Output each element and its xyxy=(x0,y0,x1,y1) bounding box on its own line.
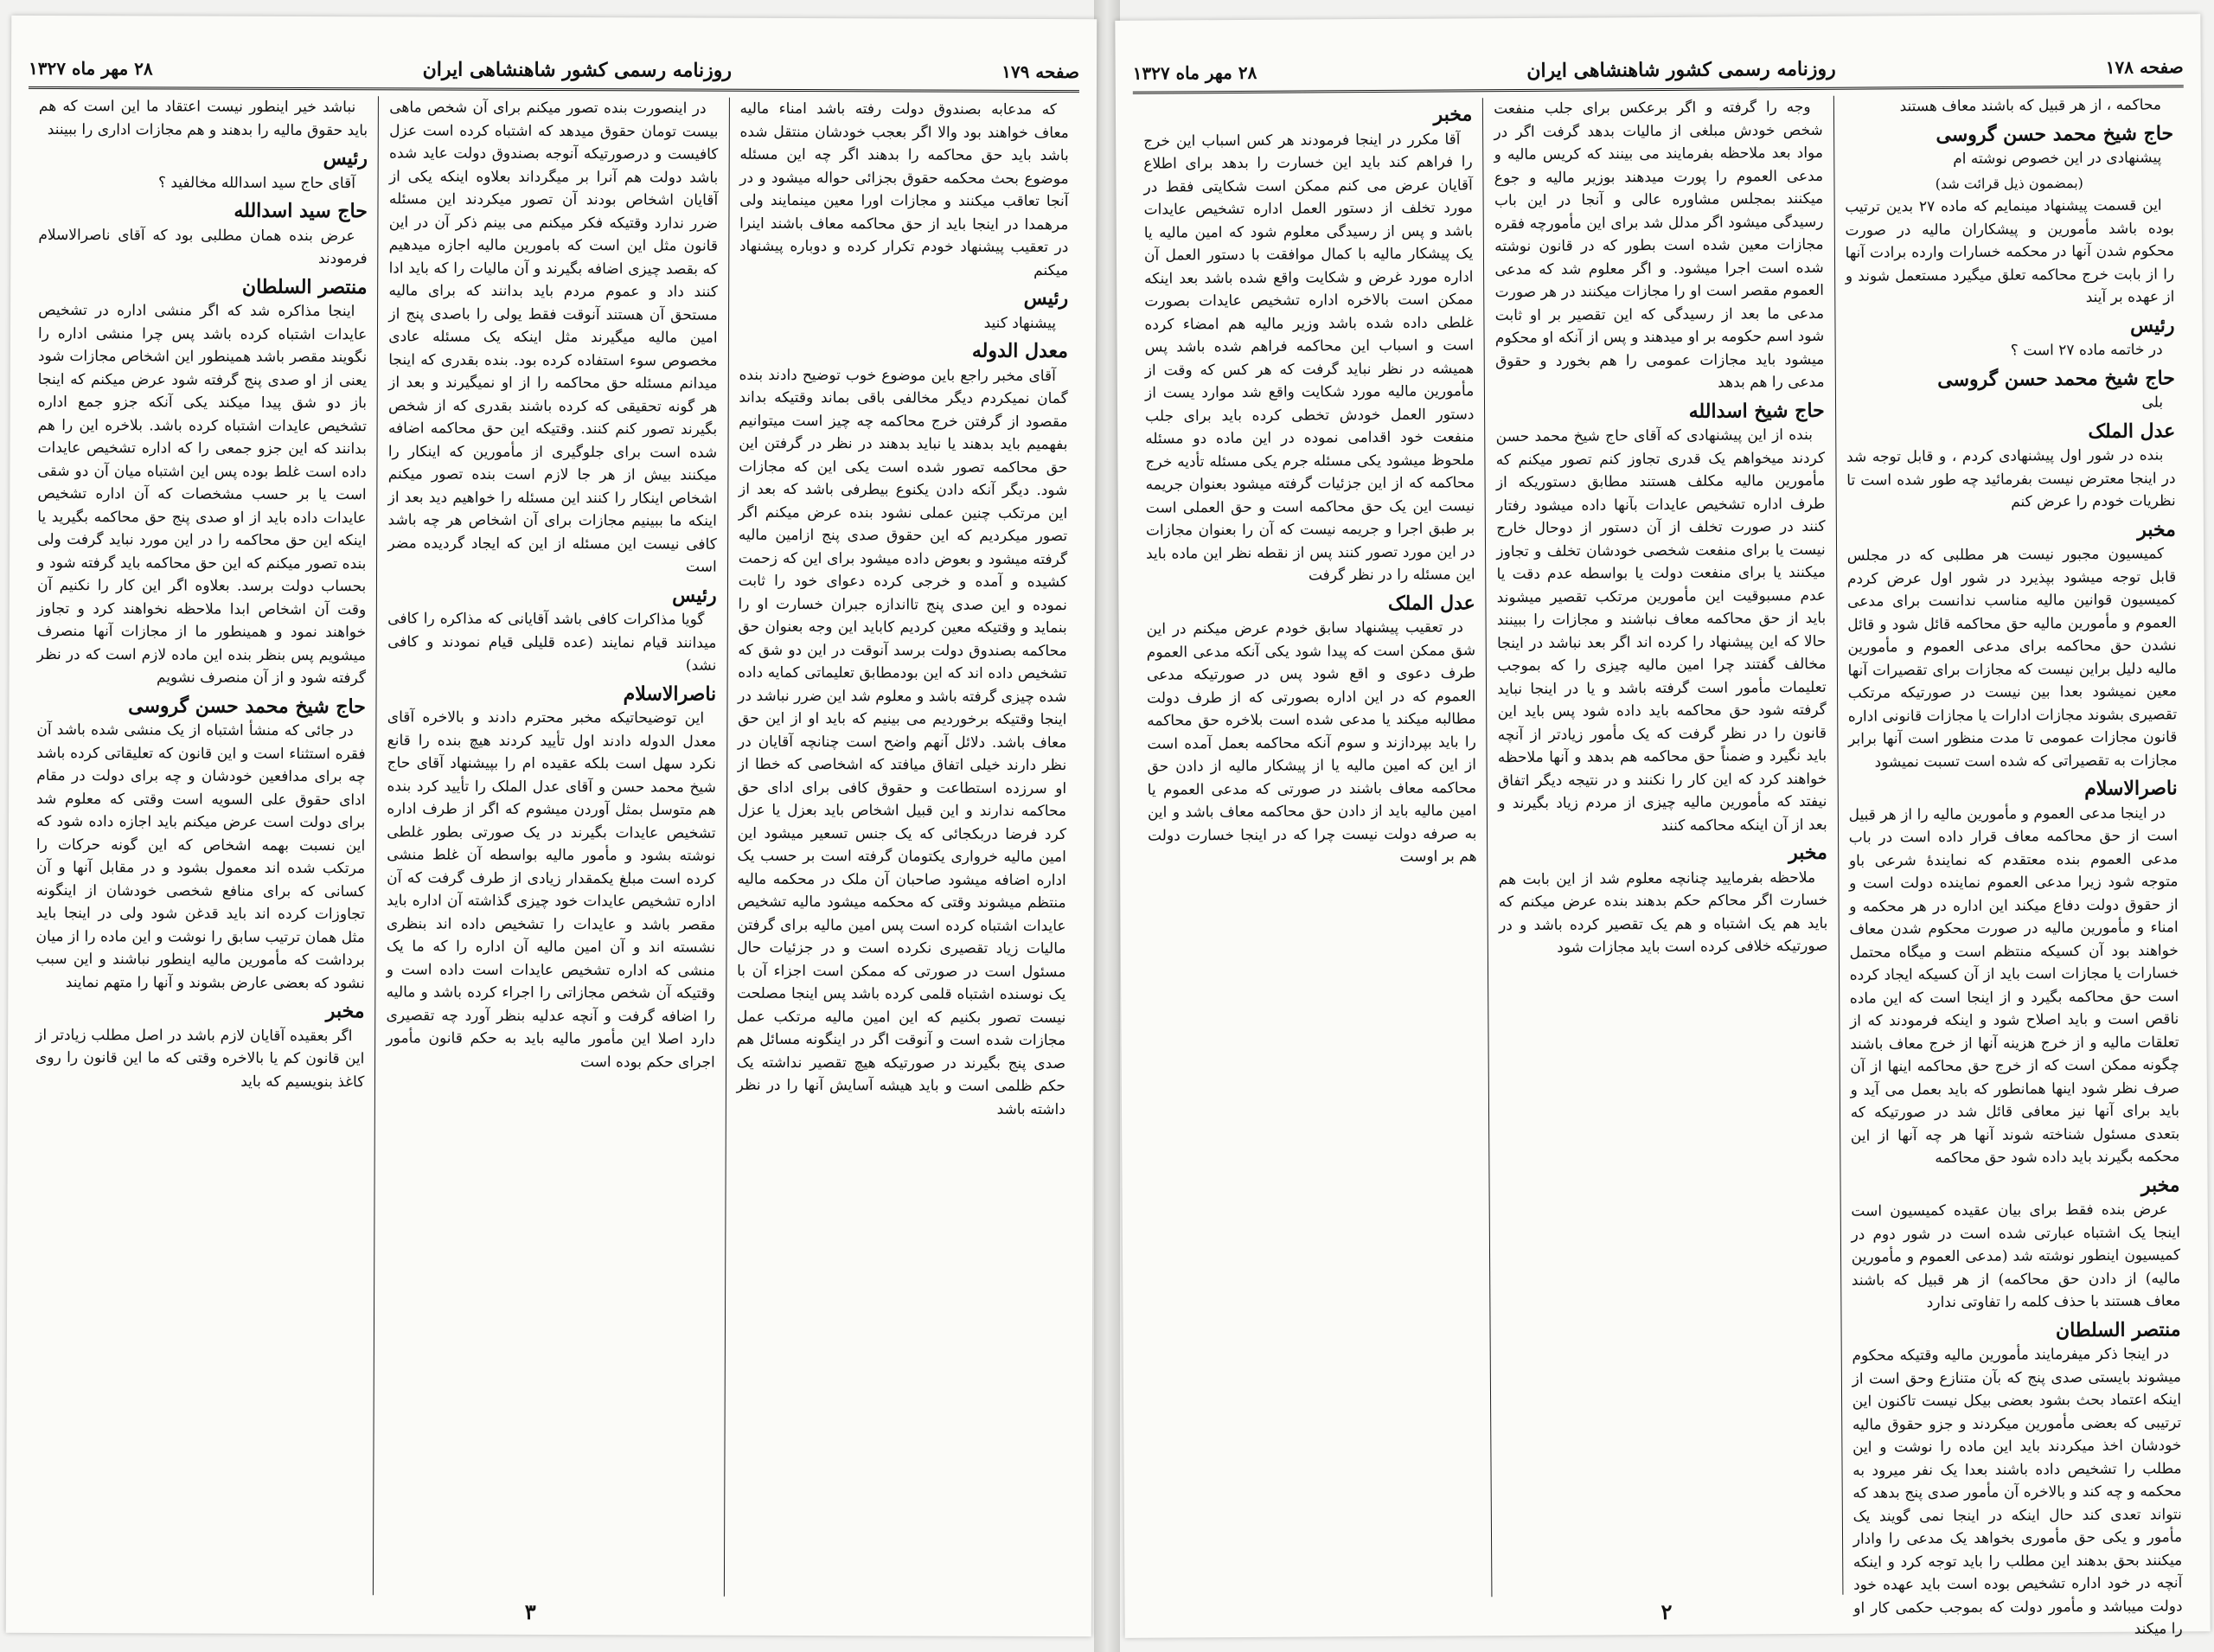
newspaper-title: روزنامه رسمی کشور شاهنشاهی ایران xyxy=(422,58,733,82)
speaker-name: مخبر xyxy=(325,1000,365,1023)
paragraph: عرض بنده فقط برای بیان عقیده کمیسیون است اینجا یک اشتباه عبارتی شده است در شور دوم در کمیسیون اینطور نوشته شد (مدعی العموم و مأمورین مالیه) از دادن حق محاکمه) از هر قبیل که باشند معاف هستند با حذف کلمه را تفاوتی ندارد xyxy=(1851,1201,2181,1312)
paragraph: پیشنهاد کنید xyxy=(983,314,1057,332)
speaker-name: حاج شیخ اسدالله xyxy=(1688,399,1825,423)
paragraph: که مدعابه بصندوق دولت رفته باشد امناء مالیه معاف خواهند بود والا اگر بعجب خودشان منتقل شده باشد باید حق محاکمه را بدهند اگر چه این مسئله موضوع بحث محکمه حقوق بجزائی حواله میشود و در آنجا تعاقب میکنند و مجازات اورا معین مینمایند ولی مرهمدا در اینجا باید از حق محاکمه معاف باشند اینرا در تعقیب پیشنهاد خودم تکرار کرده و دوباره پیشنهاد میکنم xyxy=(739,99,1069,279)
paragraph: در اینجا ذکر میفرمایند مأمورین مالیه وقتیکه محکوم میشوند بایستی صدی پنج که بآن متنازع وحق است از اینکه اعتماد بحث بشود بعضی بیکل نیست تاکنون این ترتیبی که بعضی مأمورین میکردند و جزو حقوق مالیه خودشان اخذ میکردند باید این ماده را نوشت و این مطلب را تشخیص داده باشند بعدا یک نفر میرود به محکمه و چه کند و بالاخره آن مأمور صدی پنج بدهد که نتواند تعدی کند حال اینکه در اینجا نمی گویند یک مأمور و یکی حق مأموری بخواهد یک مدعی را وادار میکنند بحق بدهند این مطلب را باید توجه کرد و اینکه آنچه در خود اداره تشخیص بوده است باید عهده خود دولت میباشد و مأمور دولت که بموجب حکمی کار او را میکند xyxy=(1852,1345,2183,1638)
speaker-name: حاج سید اسدالله xyxy=(234,199,368,223)
paragraph: پیشنهادی در این خصوص نوشته ام xyxy=(1953,149,2162,168)
paragraph: در اینصورت بنده تصور میکنم برای آن شخص ماهی بیست تومان حقوق میدهد که اشتباه کرده است عزل کافیست و درصورتیکه آنوجه بصندوق دولت عاید شده باشد دولت هم آنرا بر میگرداند بعلاوه اینکه یکی از آقایان اشخاص بودند آن تصور میکردند این مسئله ضرر ندارد وقتیکه فکر میکنم می بینم ذکر آن در این قانون مثل این است که بامورین مالیه اجازه میدهیم که بقصد چیزی اضافه بگیرند و آن مالیات را که باید ادا کنند داد و عموم مردم باید بدانند که برای مالیه مستحق آن هستند آنوقت فقط یولی را باصدی پنج از امین مالیه میگیرند مثل اینکه یک مسئله عادی مخصوص سوء استفاده کرده بود. بنده بقدری که اینجا میدانم مسئله حق محاکمه را از او نمیگیرند و بعد از هر گونه تحقیقی که کرده باشند بقدری که از شخص بگیرند تصور کنم کنند. وقتیکه این حق محاکمه اضافه شده است برای جلوگیری از مأمورین که اینکار را میکنند بیش از هر جا لازم است بنده تصور میکنم اشخاص اینکار را کنند این مسئله را خواهیم دید بعد از اینکه ما ببینیم مجازات برای آن اشخاص هر چه باشد کافی نیست این مسئله از این که ایجاد گردیده مضر است xyxy=(387,99,719,576)
page-header xyxy=(29,50,1079,93)
speaker-name: مخبر xyxy=(2140,1173,2180,1197)
paragraph: گویا مذاکرات کافی باشد آقایانی که مذاکره را کافی میدانند قیام نمایند (عده قلیلی قیام نمودند و کافی نشد) xyxy=(387,610,717,675)
speaker-name: رئیس xyxy=(323,147,368,170)
column-1 xyxy=(724,98,1079,1598)
issue-date: ۲۸ مهر ماه ۱۳۲۷ xyxy=(1132,61,1257,84)
column-2 xyxy=(1482,96,1842,1597)
paragraph: آقای مخبر راجع باین موضوع خوب توضیح دادند بنده گمان نمیکردم دیگر مخالفی باقی بماند وقتیکه بداند مقصود از گرفتن خرج محاکمه چه چیز است میتوانیم بفهمیم باید بدهند یا نباید بدهند در نظر در گرفتن این حق محاکمه تصور شده است یکی این که مجازات شود. دیگر آنکه دادن یکنوع بیطرفی باشد که بعد از این مرتکب چنین عملی نشود بنده عرض میکنم اگر تصور میکردیم که این حقوق صدی پنج ازامین مالیه گرفته میشود و بعوض داده میشود برای این که زحمت کشیده و آمده و خرجی کرده دعوای خود را ثابت نموده و این صدی پنج تااندازه جبران خسارت او را بنماید و وقتیکه معین کردیم کاباید این وجه بعنوان حق محاکمه بصندوق دولت برسد آنوقت در این دو شق که تشخیص داده اند که این بودمطابق تعلیماتی کمایه داده شده چیزی گرفته باشد و معلوم شد این ضرر نباشد در اینجا وقتیکه برخوردیم می بینیم که باید او از این حق معاف باشد. دلائل آنهم واضح است چنانچه آقایان در نظر دارند خیلی اتفاق میافتد که اشخاصی که خطا از او سرزده استطاعت و حقوق کافی برای ادای حق محاکمه ندارند و این قبیل اشخاص باید بعزل یا عزل کرد فرضا دربکجائی که یک جنس تسعیر میشود این امین مالیه خرواری یکتومان گرفته است بر حسب یک اداره اضافه میشود صاحبان آن ملک در محکمه مالیه منتظم میشوند وقتی که محکمه میشود مالیه تشخیص عایدات اشتباه کرده است پس امین مالیه برای گرفتن مالیات زیاد تقصیری نکرده است و در جزئیات حال مسئول است در صورتی که ممکن است اجزاء آن با یک نوسنده اشتباه قلمی کرده باشد پس اینجا مصلحت نیست تصور بکنیم که این امین مالیه مرتکب عمل مجازات شده است و آنوقت اگر در اینگونه مسائل هم صدی پنج بگیرند در صورتیکه هیچ تقصیر نداشته یک حکم ظلمی است و باید هیشه آسایش آنها را در نظر داشته باشد xyxy=(736,366,1068,1118)
paragraph: در جائی که منشأ اشتباه از یک منشی شده باشد آن فقره استثناء است و این قانون که تعلیقاتی کرده باشد چه برای مدافعین خودشان و چه برای دولت در مقام ادای حقوق علی السویه است وقتی که معلوم شد برای دولت است عرض میکنم باید اجازه داده شود که این نسبت بهمه اشخاص که این گونه حرکات را مرتکب شده اند معمول بشود و در مقابل آنها و آن کسانی که برای منافع شخصی خودشان از اینگونه تجاوزات کرده اند باید قدغن شود ولی در اینجا باید مثل همان ترتیب سابق را نوشت و این ماده را از میان برداشت که مأمورین مالیه اینطور نباشند و این سبب نشود که بعضی عارض بشوند و آنها را متهم نمایند xyxy=(35,720,366,992)
page-header xyxy=(1133,48,2184,93)
paragraph: نباشد خیر اینطور نیست اعتقاد ما این است که هم باید حقوق مالیه را بدهند و هم مجازات اداری را ببینند xyxy=(38,97,368,139)
speaker-name: معدل الدوله xyxy=(971,339,1068,363)
speaker-name: عدل الملک xyxy=(1387,591,1475,615)
paragraph: اینجا مذاکره شد که اگر منشی اداره در تشخیص عایدات اشتباه کرده باشد پس چرا منشی اداره را نگویند مقصر باشد همینطور این اشخاص مجازات شود یعنی از او صدی پنج گرفته شود عرض میکنم که اینجا باز دو شق پیدا میکند یکی آنکه جزو جمع اداره تشخیص عایدات اشتباه کرده باشد. بلاخره این را هم بدانند که این جزو جمعی را که اداره تشخیص عایدات داده است غلط بوده پس این اشتباه میان آن دو شقی است یا بر حسب مشخصات که آن اداره تشخیص عایدات داده باید از او صدی پنج حق محاکمه بگیرید یا اینکه این حق محاکمه را در این مورد نباید گرفت ولی بنده تصور میکنم که این حق محاکمه باید گرفته شود و بحساب دولت برسد. بعلاوه اگر این کار را نکنیم آن وقت آن اشخاص ابدا ملاحظه نخواهند کرد و تجاوز خواهند نمود و همینطور ما از مجازات آنها منصرف میشویم پس بنظر بنده این ماده لازم است که در نظر گرفته شود و از آن منصرف نشویم xyxy=(36,301,368,688)
paragraph: بنده در شور اول پیشنهادی کردم ، و قابل توجه شد در اینجا معترض نیست بفرمائید چه طور شده است تا نظریات خودم را عرض کنم xyxy=(1846,446,2176,511)
speaker-name: عدل الملک xyxy=(2088,419,2176,443)
speaker-name: حاج شیخ محمد حسن گروسی xyxy=(1937,366,2175,391)
page-179 xyxy=(6,16,1097,1636)
speaker-name: حاج شیخ محمد حسن گروسی xyxy=(1936,121,2174,146)
page-label: صفحه ۱۷۹ xyxy=(1001,61,1080,83)
paragraph: در خاتمه ماده ۲۷ است ؟ xyxy=(2010,341,2163,360)
paragraph: وجه را گرفته و اگر برعکس برای جلب منفعت شخص خودش مبلغی از مالیات بدهد گرفت اگر در مواد بعد ملاحظه بفرمایند می بینند که کریس مالیه و مدعی العموم را پورت میدهند بوزیر مالیه و جوع میکنند بمجلس مشاوره عالی و آنجا در این باب رسیدگی میشود اگر مدلل شد برای این مأمورچه فقره مجازات معین شده است بطور که در قانون نوشته شده است اجرا میشود. و اگر معلوم شد که مدعی العموم مقصر است او را مجازات میکنند در هر صورت مدعی ما بعد از رسیدگی که این تقصیر بر او ثابت شود اسم حکومه بر او میدهند و پس از آنکه او محکوم میشود باید مجازات عمومی را هم بخورد و حقوق مدعی را هم بدهد xyxy=(1494,98,1825,392)
speaker-name: منتصر السلطان xyxy=(241,275,368,298)
paragraph: در اینجا مدعی العموم و مأمورین مالیه را از هر قبیل است از حق محاکمه معاف قرار داده است در باب مدعی العموم بنده معتقدم که نمایندهٔ شرعی باو متوجه شود زیرا مدعی العموم نماینده دولت است و از حقوق دولت دفاع میکند این اداره در هر محکمه و امناء و مأمورین مالیه در صورت محکوم شدن معاف خواهند بود آن کسیکه منتظم است و میگاه محتمل خسارات یا مجازات است باید از آن کسیکه ایجاد کرده است حق محاکمه بگیرد و از اینجا است که این ماده ناقص است و باید اصلاح شود و اینکه فرمودند که از تعلقات مالیه و از خرج هزینه آنها از خرج معاف باشند چگونه ممکن است که از خرج حق محاکمه اینها از آن صرف نظر شود اینها همانطور که باید بعمل می آید و باید برای آنها نیز معافی قائل شد در صورتیکه که بتعدی مسئول شناخته شوند آنها هر چه آنها از این محکمه بگیرند باید داده شود حق محاکمه xyxy=(1848,804,2180,1168)
paragraph: در تعقیب پیشنهاد سابق خودم عرض میکنم در این شق ممکن است که پیدا شود یکی آنکه مدعی العموم طرف دعوی و اقع شود پس در صورتیکه مدعی العموم که در این اداره بصورتی که از طرف دولت مطالبه میکند یا مدعی شده است بلاخره حق محاکمه را باید بپردازند و سوم آنکه محاکمه بعمل آمده است از این که امین مالیه یا از پیشکار مالیه از دادن حق محاکمه معاف باشند در صورتی که مدعی العموم یا امین مالیه باید از دادن حق محاکمه معاف باشد و این به صرفه دولت نیست چرا که در اینجا خسارت دولت هم بر اوست xyxy=(1146,618,1477,866)
page-number: ۲ xyxy=(1660,1598,1673,1625)
paragraph: این توضیحاتیکه مخبر محترم دادند و بالاخره آقای معدل الدوله دادند اول تأیید کردند هیچ بنده را قانع نکرد سهل است بلکه عقیده ام را بپیشنهاد آقای حاج شیخ محمد حسن و آقای عدل الملک را تأیید کرد بنده هم متوسل بمثل آوردن میشوم که اگر از طرف اداره تشخیص عایدات بگیرند در یک صورتی بطور غلطی نوشته بشود و مأمور مالیه بواسطه آن غلط منشی کرده است مبلغ یکمقدار زیادی از طرف گرفت که آن اداره تشخیص عایدات خود چیزی گذاشته آن اداره باید مقصر باشد و عایدات را تشخیص داده اند بنظری نشسته اند و آن امین مالیه آن اداره را که ما یک منشی که اداره تشخیص عایدات است داده است و وقتیکه آن شخص مجازاتی را اجراء کرده باشد و مالیه را اضافه گرفت و آنچه عدلیه بنظر آورد چه تقصیری دارد اصلا این مأمور مالیه باید به حکم قانون مأمور اجرای حکم بوده است xyxy=(386,708,717,1072)
paragraph: بلی xyxy=(2141,394,2164,412)
page-label: صفحه ۱۷۸ xyxy=(2105,56,2184,78)
column-3 xyxy=(23,95,378,1595)
text-columns xyxy=(23,95,1079,1598)
speaker-name: مخبر xyxy=(2137,517,2176,541)
page-number: ۳ xyxy=(524,1598,536,1624)
paragraph: ملاحظه بفرمایید چنانچه معلوم شد از این بابت هم خسارت اگر محاکم حکم بدهند بنده عرض میکنم که باید هم یک اشتباه و هم یک تقصیر کرده باشد و در صورتیکه خلافی کرده است باید مجازات شود xyxy=(1498,868,1828,957)
speaker-name: رئیس xyxy=(1023,286,1069,311)
column-1 xyxy=(1833,93,2193,1638)
speaker-name: مخبر xyxy=(1433,103,1473,126)
newspaper-title: روزنامه رسمی کشور شاهنشاهی ایران xyxy=(1526,57,1836,82)
paragraph: آقا مکرر در اینجا فرمودند هر کس اسباب این خرج را فراهم کند باید این خسارت را بدهد برای اطلاع آقایان عرض می کنم ممکن است شکایتی فقط در مورد تخلف از دستور العمل اداره تشخیص عایدات باشد و پس از رسیدگی معلوم شود که امین مالیه یا یک پیشکار مالیه با کمال موافقت با دستور العمل آن اداره مورد غرض و شکایت واقع شده باشد بعد اینکه ممکن است بالاخره اداره تشخیص عایدات بصورت غلطی داده شده باشد وزیر مالیه هم امضاء کرده است و اسباب این محاکمه فراهم شده باشد پس همیشه در نظر نباید گرفت که هر کس که وقت از مأمورین مالیه مورد شکایت واقع شد موارد یست از دستور العمل خودش تخطی کرده باید برای جلب منفعت خود اقدامی نموده در این ماده دو مسئله ملحوظ میشود یکی مسئله جرم یکی مسئله تأدیه خرج محاکمه که از این جزئیات گرفته میشود بعنوان جریمه نیست این یک حق محاکمه است و حق العملی است بر طبق اجرا و جریمه نیست که آن را بعنوان مجازات در این مورد تصور کنند پس از نقطه نظر این ماده باید این مسئله را در نظر گرفت xyxy=(1143,130,1475,585)
paragraph: آقای حاج سید اسدالله مخالفید ؟ xyxy=(157,173,355,192)
speaker-name: ناصرالاسلام xyxy=(623,682,717,706)
speaker-name: ناصرالاسلام xyxy=(2084,777,2178,801)
paragraph: کمیسیون مجبور نیست هر مطلبی که در مجلس قابل توجه میشود بپذیرد در شور اول عرض کردم کمیسیون قوانین مالیه مناسب ندانست برای مدعی العموم و مأمورین مالیه حق محاکمه قائل شود و قائل نشدن حق محاکمه برای مدعی العموم و مأمورین مالیه دلیل براین نیست که مجازات برای تقصیرات آنها معین نمیشود بعدا بین نیست در صورتیکه مرتکب تقصیری بشوند مجازات ادارات یا مجازات قانونی اداره قانون مجازات عمومی تا مدت منظور است آنها برابر مجازات به تقصیراتی که شده است تسبت نمیشود xyxy=(1846,545,2178,772)
paragraph: محاکمه ، از هر قبیل که باشند معاف هستند xyxy=(1899,96,2161,116)
page-178 xyxy=(1115,14,2210,1638)
editorial-note: (بمضمون ذیل قرائت شد) xyxy=(1935,174,2083,192)
speaker-name: رئیس xyxy=(672,583,717,607)
speaker-name: مخبر xyxy=(1788,841,1827,865)
speaker-name: رئیس xyxy=(2129,313,2175,337)
paragraph: این قسمت پیشنهاد مینمایم که ماده ۲۷ بدین ترتیب بوده باشد مأمورین و پیشکاران مالیه در صورت محکوم شدن آنها در محکمه خسارات وارده برادت آنها را از بابت خرج محاکمه تعلق میگیرد مستعمل شوند و از عهده بر آیند xyxy=(1845,196,2175,307)
issue-date: ۲۸ مهر ماه ۱۳۲۷ xyxy=(29,57,153,80)
speaker-name: منتصر السلطان xyxy=(2055,1317,2181,1341)
paragraph: اگر بعقیده آقایان لازم باشد در اصل مطلب زیادتر از این قانون کم یا بالاخره وقتی که ما این قانون را روی کاغذ بنویسیم که باید xyxy=(35,1026,365,1091)
speaker-name: حاج شیخ محمد حسن گروسی xyxy=(128,694,366,718)
column-3 xyxy=(1133,98,1492,1598)
column-2 xyxy=(373,96,728,1596)
text-columns xyxy=(1133,93,2193,1638)
paragraph: عرض بنده همان مطلبی بود که آقای ناصرالاسلام فرمودند xyxy=(38,226,368,268)
paragraph: بنده از این پیشنهادی که آقای حاج شیخ محمد حسن کردند میخواهم یک قدری تجاوز کنم تصور میکنم که مأمورین مالیه مکلف هستند مطابق دستوریکه از طرف اداره تشخیص عایدات بآنها داده میشود رفتار کنند در صورت تخلف از آن دستور از دوحال خارج نیست یا برای منفعت شخصی خودشان تخلف و تجاوز میکنند یا برای منفعت دولت یا بواسطه عدم دقت یا عدم مسبوقیت این مأمورین مرتکب تقصیر میشوند باید از حق محاکمه معاف نباشند و مجازات را ببینند حالا که این پیشنهاد را کرده اند اگر بعد نباشد در اینجا مخالف گفتند چرا امین مالیه چیزی را که بموجب تعلیمات مأمور است گرفته باشد و یا در اینجا نباید گرفته شود حق محاکمه باید داده شود پس باید این قانون را در نظر گرفت که یک مأمور زیادتر از آنچه باید نگیرد و ضمناً حق محاکمه هم بدهد و آنها ملاحظه خواهند کرد که این کار را نکنند و در نتیجه دیگر اتفاق نیفتد که مأمورین مالیه چیزی از مردم زیاد بگیرند و بعد از آن اینکه محاکمه کنند xyxy=(1495,426,1827,835)
